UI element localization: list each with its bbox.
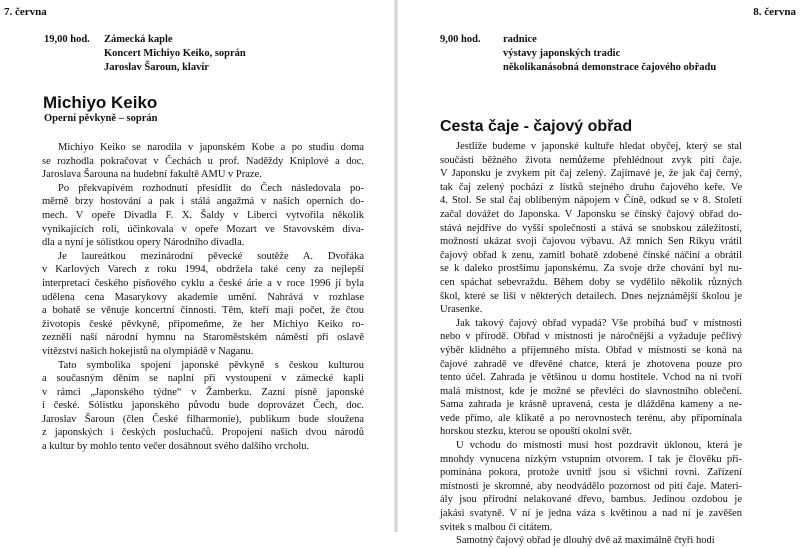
left-event-line: Jaroslav Šaroun, klavír [104,62,209,73]
text-line: stává nejdříve do vyšší společnosti a stává se snobskou záležitostí, [440,222,742,234]
text-line: nebo v přírodě. Obřad v místnosti je náročnější a vyžaduje pečlivý [440,331,742,343]
paragraph [440,140,742,317]
right-page [400,0,800,547]
text-line: interpretaci českého písňového cyklu a české árie a v roce 1996 jí byla [42,277,364,289]
text-line: malá místnost, kde je možné se převléci do slavnostního oblečení. [440,385,742,397]
left-event-line: Koncert Michiyo Keiko, soprán [104,48,246,59]
text-line: jakási svatyně. V ní je jedna váza s květinou a nad ní je zavěšen [440,508,742,520]
right-body-text [440,140,742,548]
text-line: tento účel. Zahrada je většinou u domu hostitele. Vchod na ni tvoří [440,372,742,384]
text-line: Jaroslav Šaroun (člen České filharmonie), publikum bude sloužena [42,413,364,425]
text-line: Jaroslava Šarouna na hudební fakultě AMU v Praze. [42,169,262,181]
text-line: součástí běžného života nemůžeme přehlédnout zvyk pití čaje. [440,154,742,166]
text-line: vede přímo, ale klikatě a po nerovnostech terénu, aby připomínala [440,412,742,424]
text-line: a kultur by mohlo tento večer dosáhnout svého dalšího vrcholu. [42,441,310,453]
paragraph [440,534,742,548]
text-line: a současným děním se naplní při vystoupení v zámecké kapli [42,373,364,385]
right-event-lines [503,33,716,75]
left-page-heading: Michiyo Keiko [43,93,158,112]
left-event-time: 19,00 hod. [44,34,90,45]
text-line: výběr klidného a příjemného místa. Obřad v místnosti se koná na [440,344,742,356]
right-event-line: několikanásobná demonstrace čajového obřadu [503,62,717,73]
paragraph [42,359,364,454]
text-line: životopis české pěvkyně, připomeňme, že her Michiyo Keiko ro- [42,318,364,330]
right-page-heading: Cesta čaje - čajový obřad [440,118,633,135]
left-page-subheading: Operní pěvkyně – soprán [44,113,158,124]
right-event-line: výstavy japonských tradic [503,48,621,59]
text-line: V Japonsku je zvykem pít čaj zelený. Zajímavé je, že jak čaj černý, [440,168,742,180]
text-line: vynikajících rolí, účinkovala v opeře Mozart ve Stavovském diva- [42,223,364,235]
text-line: škol, které se liší v některých detailech. Dnes nejznámější školou je [440,290,742,302]
text-line: cen spáchat sebevraždu. Během doby se vydělilo několik různých [440,276,742,288]
left-running-head: 7. června [4,6,47,18]
text-line: měrně brzy hostování a pak i stálá angažmá v našich operních do- [42,196,364,208]
text-line: zeznělí naší národní hymnu na Staroměstském náměstí při oslavě [42,332,364,344]
text-line: udělena cena Masarykovy akademie umění. Nahrává v rozhlase [42,291,364,303]
text-line: i české. Sólistku japonského původu bude doprovázet Čech, doc. [42,400,364,412]
text-line: začal dovážet do Japonska. V Japonsku se čínský čajový obřad do- [440,208,742,220]
text-line: Michiyo Keiko se narodila v japonském Kobe a po studiu doma [58,142,364,153]
text-line: se k daleko prostšímu japonskému. Za svoje drže chování byl nu- [440,263,742,275]
paragraph [42,141,364,182]
text-line: Po překvapivém rozhodnutí přesídlit do Čech následovala po- [58,182,364,194]
text-line: mech. V opeře Divadla F. X. Šaldy v Liberci vytvořila několik [42,209,364,221]
paragraph [42,182,364,250]
text-line: Urasenke. [440,304,483,316]
left-page [0,0,392,532]
text-line: v Karlových Varech z roku 1994, obdržela také ceny za nejlepší [42,264,364,276]
left-body-text [42,141,364,454]
text-line: tak čaj zelený pochází z lístků stejného druhu čajového keře. Ve [440,181,742,193]
paragraph [42,250,364,359]
right-event-line: radnice [503,34,537,45]
text-line: možností ukázat svoji čajovou výbavu. Až mnich Sen Rikyu vrátil [440,236,742,248]
page-gutter [394,0,398,532]
paragraph [440,439,742,534]
text-line: ály jsou přírodní nelakované dřevo, bambus. Jedinou ozdobou je [440,494,742,506]
text-line: čajové zahradě ve dřevěné chatce, která je zhotovena pouze pro [440,358,742,370]
text-line: mnohdy vynucena nízkým vstupním otvorem. I tak je člověku při- [440,453,742,465]
text-line: a bohatě se věnuje koncertní činnosti. Těm, kteří mají počet, že čtou [42,305,364,317]
right-event-time: 9,00 hod. [440,34,481,45]
text-line: v rámci „Japonského týdne“ v Žamberku. Zazní písně japonské [42,386,364,398]
text-line: Je laureátkou mezinárodní pěvecké soutěže A. Dvořáka [58,250,364,262]
text-line: čajový obřad k zenu, zamítl bohatě zdobené čínské náčiní a obrátil [440,249,742,261]
text-line: Jak takový čajový obřad vypadá? Vše probíhá buď v místnosti [456,317,742,329]
text-line: svitek s malbou či citátem. [440,521,553,533]
text-line: z japonských i českých posluchačů. Propojení našich dvou národů [42,427,364,439]
text-line: pomínána pokora, protože uvnitř jsou si všichni rovni. Zařízení [440,467,742,479]
text-line: horskou stezku, kterou se opouští okolní svět. [440,426,632,438]
text-line: 4. Stol. Se stal čaj oblíbeným nápojem v Číně, odkud se v 8. Století [440,195,742,207]
text-line: Tato symbolika spojení japonské pěvkyně s českou kulturou [58,359,364,371]
text-line: dla a nyní je sólistkou opery Národního divadla. [42,237,245,249]
text-line: Jestliže budeme v japonské kultuře hledat obyčej, který se stal [456,141,742,152]
right-running-head: 8. června [753,6,796,18]
left-event-line: Zámecká kaple [104,34,173,45]
text-line: U vchodu do místnosti musí host pozdravit úklonou, která je [456,440,742,452]
text-line: Samotný čajový obřad je dlouhý dvě až maximálně čtyři hodi [456,535,715,547]
text-line: se rozhodla pokračovat v Čechách u prof. Naděždy Kniplové a doc. [42,155,364,167]
left-event-lines [104,33,246,75]
text-line: místnosti je skromné, aby neodvádělo pozornost od pití čaje. Materi- [440,480,742,492]
paragraph [440,317,742,439]
text-line: vítězství našich hokejistů na olympiádě v Naganu. [42,345,254,357]
text-line: Sama zahrada je krásně upravená, cesta je dlážděna kameny a ne- [440,399,742,411]
